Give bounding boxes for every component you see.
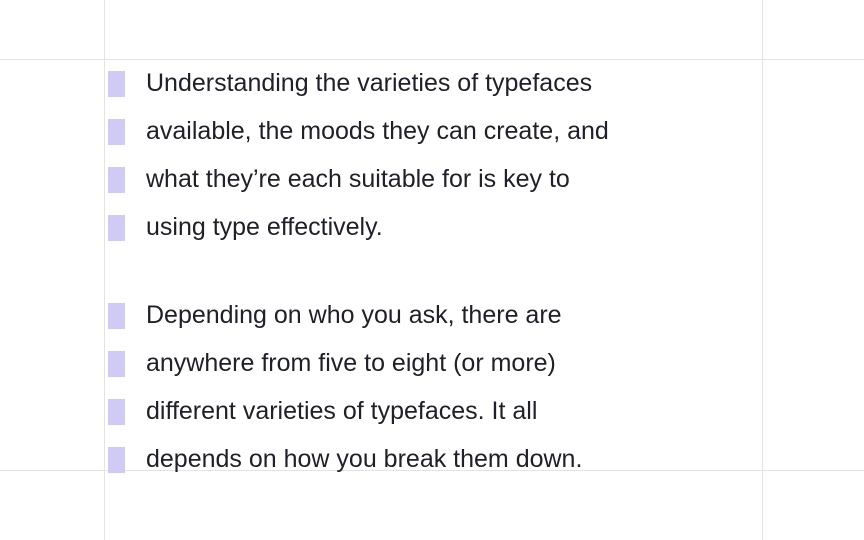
- line-start-marker-icon: [108, 71, 125, 97]
- text-line: [104, 155, 762, 203]
- text-line-content: Depending on who you ask, there are: [146, 301, 562, 329]
- line-start-marker-icon: [108, 351, 125, 377]
- line-start-marker-icon: [108, 447, 125, 473]
- text-line-content: anywhere from five to eight (or more): [146, 349, 556, 377]
- line-start-marker-icon: [108, 119, 125, 145]
- text-line: [104, 203, 762, 251]
- paragraph-1: [104, 59, 762, 251]
- guide-right-margin: [762, 0, 763, 540]
- text-line: [104, 291, 762, 339]
- paragraph-spacer: [104, 251, 762, 291]
- text-line: [104, 339, 762, 387]
- line-start-marker-icon: [108, 167, 125, 193]
- text-line-content: Understanding the varieties of typefaces: [146, 69, 593, 97]
- text-line: [104, 59, 762, 107]
- text-line: [104, 107, 762, 155]
- text-line-content: using type effectively.: [146, 213, 383, 241]
- text-line-content: available, the moods they can create, and: [146, 117, 609, 145]
- line-start-marker-icon: [108, 399, 125, 425]
- text-line-content: different varieties of typefaces. It all: [146, 397, 538, 425]
- document-text-block[interactable]: [104, 59, 762, 483]
- paragraph-2: [104, 291, 762, 483]
- text-line: [104, 435, 762, 483]
- line-start-marker-icon: [108, 215, 125, 241]
- line-start-marker-icon: [108, 303, 125, 329]
- text-line-content: depends on how you break them down.: [146, 445, 583, 473]
- text-line: [104, 387, 762, 435]
- text-line-content: what they’re each suitable for is key to: [146, 165, 570, 193]
